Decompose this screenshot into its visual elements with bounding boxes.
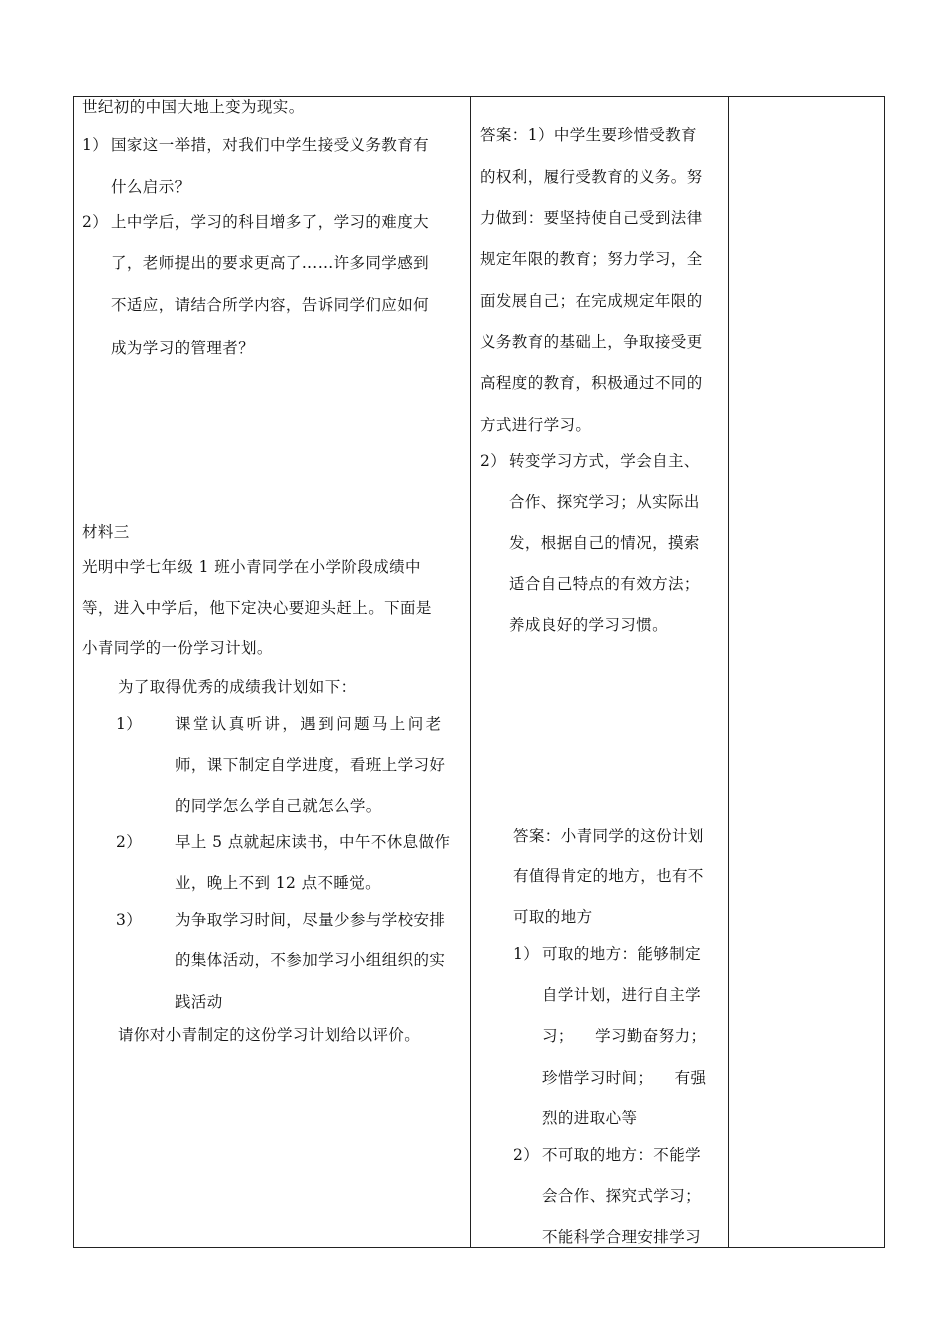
plan-item-line: 业，晚上不到 12 点不睡觉。 xyxy=(175,874,382,892)
answer-2-line: 转变学习方式，学会自主、 xyxy=(509,452,700,470)
question-2-number: 2） xyxy=(82,213,109,231)
answer-1-line: 答案：1）中学生要珍惜受教育 xyxy=(480,126,697,144)
answer-3-line: 可取的地方 xyxy=(513,908,593,926)
answer-3-item-line: 不可取的地方：不能学 xyxy=(542,1146,702,1164)
question-2-line: 成为学习的管理者？ xyxy=(111,339,255,357)
material-text-line: 等，进入中学后，他下定决心要迎头赶上。下面是 xyxy=(82,599,432,617)
intro-tail: 世纪初的中国大地上变为现实。 xyxy=(82,98,305,116)
material-title: 材料三 xyxy=(82,523,130,541)
question-1-line: 国家这一举措，对我们中学生接受义务教育有 xyxy=(111,136,430,154)
answer-1-line: 高程度的教育，积极通过不同的 xyxy=(480,374,703,392)
answer-1-line: 力做到：要坚持使自己受到法律 xyxy=(480,209,703,227)
answer-3-item-line: 自学计划，进行自主学 xyxy=(542,986,702,1004)
plan-item-line: 践活动 xyxy=(175,993,223,1011)
column-divider-1 xyxy=(470,97,471,1247)
plan-item-line: 的集体活动，不参加学习小组组织的实 xyxy=(175,951,446,969)
evaluation-question: 请你对小青制定的这份学习计划给以评价。 xyxy=(118,1026,421,1044)
plan-item-number: 3） xyxy=(116,911,143,929)
answer-3-item-number: 2） xyxy=(513,1146,540,1164)
answer-2-line: 发，根据自己的情况，摸索 xyxy=(509,534,700,552)
answer-3-item-line: 珍惜学习时间； 有强 xyxy=(542,1069,707,1087)
plan-item-line: 早上 5 点就起床读书，中午不休息做作 xyxy=(175,833,451,851)
answer-2-line: 适合自己特点的有效方法； xyxy=(509,575,700,593)
plan-item-line: 的同学怎么学自己就怎么学。 xyxy=(175,797,382,815)
plan-item-line: 课堂认真听讲，遇到问题马上问老 xyxy=(175,715,444,733)
answer-3-line: 答案：小青同学的这份计划 xyxy=(513,827,704,845)
question-2-line: 了，老师提出的要求更高了……许多同学感到 xyxy=(111,254,430,272)
answer-1-line: 方式进行学习。 xyxy=(480,416,592,434)
plan-item-number: 2） xyxy=(116,833,143,851)
answer-3-item-line: 会合作、探究式学习； xyxy=(542,1187,702,1205)
answer-2-line: 合作、探究学习；从实际出 xyxy=(509,493,700,511)
plan-item-number: 1） xyxy=(116,715,143,733)
answer-1-line: 义务教育的基础上，争取接受更 xyxy=(480,333,703,351)
answer-3-line: 有值得肯定的地方，也有不 xyxy=(513,867,704,885)
answer-1-line: 的权利，履行受教育的义务。努 xyxy=(480,168,703,186)
answer-2-line: 养成良好的学习习惯。 xyxy=(509,616,669,634)
answer-3-item-line: 可取的地方：能够制定 xyxy=(542,945,702,963)
answer-2-number: 2） xyxy=(480,452,507,470)
answer-1-line: 面发展自己；在完成规定年限的 xyxy=(480,292,703,310)
answer-3-item-line: 习； 学习勤奋努力； xyxy=(542,1027,707,1045)
answer-3-item-number: 1） xyxy=(513,945,540,963)
question-2-line: 上中学后，学习的科目增多了，学习的难度大 xyxy=(111,213,430,231)
plan-item-line: 为争取学习时间，尽量少参与学校安排 xyxy=(175,911,446,929)
question-2-line: 不适应，请结合所学内容，告诉同学们应如何 xyxy=(111,296,430,314)
question-1-line: 什么启示？ xyxy=(111,178,191,196)
answer-3-item-line: 烈的进取心等 xyxy=(542,1109,638,1127)
plan-item-line: 师，课下制定自学进度，看班上学习好 xyxy=(175,756,446,774)
plan-intro: 为了取得优秀的成绩我计划如下： xyxy=(118,678,357,696)
answer-3-item-line: 不能科学合理安排学习 xyxy=(542,1228,702,1246)
column-divider-2 xyxy=(728,97,729,1247)
material-text-line: 光明中学七年级 1 班小青同学在小学阶段成绩中 xyxy=(82,558,421,576)
question-1-number: 1） xyxy=(82,136,109,154)
material-text-line: 小青同学的一份学习计划。 xyxy=(82,639,273,657)
answer-1-line: 规定年限的教育；努力学习，全 xyxy=(480,250,703,268)
